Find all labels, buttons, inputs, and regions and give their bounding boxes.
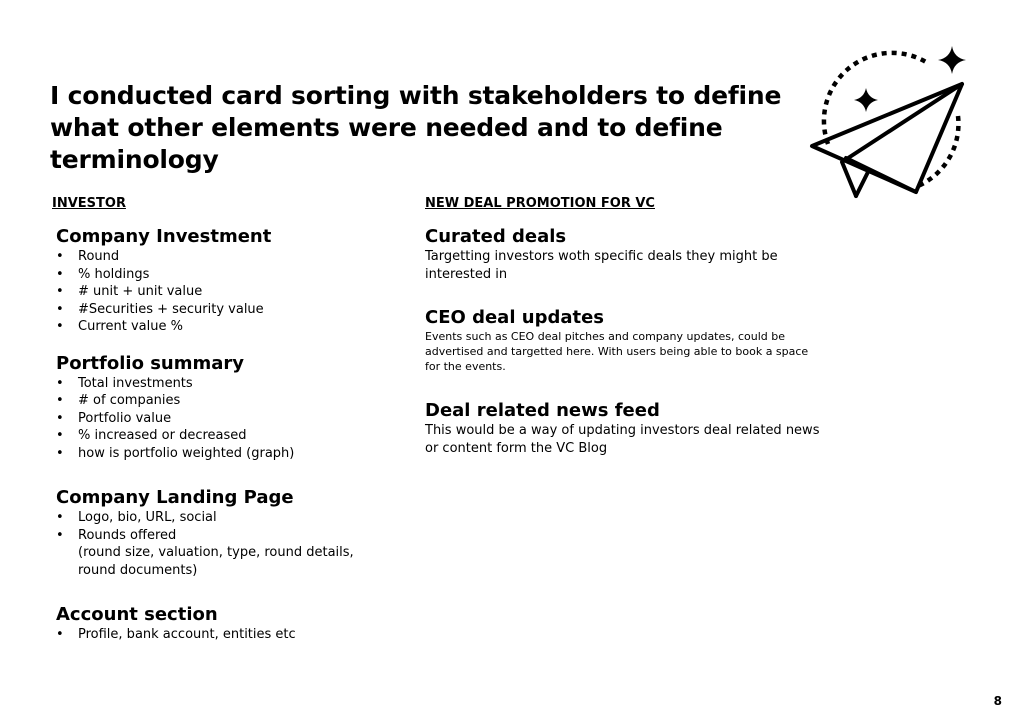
company-investment-section [56,226,382,336]
list-item: • % holdings [56,266,382,284]
list-item: • # of companies [56,392,382,410]
section-title: Account section [56,604,218,625]
page-title: I conducted card sorting with stakeholders to define what other elements were needed and to define terminology [50,81,782,174]
paper-plane-icon [806,44,976,204]
list-item-label: Rounds offered [78,527,177,543]
list-item: • # unit + unit value [56,283,382,301]
section-title: CEO deal updates [425,307,605,328]
curated-deals-section [425,226,825,283]
page-number: 8 [993,694,1002,708]
bullet-list [56,248,382,336]
list-item: • Current value % [56,318,382,336]
list-item: • Total investments [56,375,382,393]
section-description: This would be a way of updating investors deal related news or content form the VC Blog [425,423,820,456]
section-description: Targetting investors woth specific deals they might be interested in [425,249,778,282]
list-item: • Logo, bio, URL, social [56,509,382,527]
section-title: Deal related news feed [425,400,660,421]
portfolio-summary-section [56,353,382,463]
section-title: Portfolio summary [56,352,245,374]
account-section [56,604,382,644]
section-title: Company Investment [56,226,272,247]
deal-promotion-column [425,196,825,457]
company-landing-page-section [56,487,382,579]
list-item: • #Securities + security value [56,301,382,319]
bullet-list [56,375,382,463]
list-item: • how is portfolio weighted (graph) [56,445,382,463]
deal-news-feed-section [425,400,825,457]
investor-column [52,196,382,644]
section-description: Events such as CEO deal pitches and company updates, could be advertised and targetted here. With users being able to book a space for the events. [425,330,809,373]
list-item: • Round [56,248,382,266]
bullet-list [56,509,382,579]
investor-label: INVESTOR [52,196,126,211]
bullet-list [56,626,382,644]
list-item-detail: (round size, valuation, type, round details, round documents) [78,545,354,578]
ceo-deal-updates-section [425,307,825,374]
list-item: • Profile, bank account, entities etc [56,626,382,644]
list-item [56,527,382,580]
section-title: Curated deals [425,226,567,247]
list-item: • % increased or decreased [56,427,382,445]
section-title: Company Landing Page [56,487,294,508]
deal-promotion-label: NEW DEAL PROMOTION FOR VC [425,196,655,211]
list-item: • Portfolio value [56,410,382,428]
